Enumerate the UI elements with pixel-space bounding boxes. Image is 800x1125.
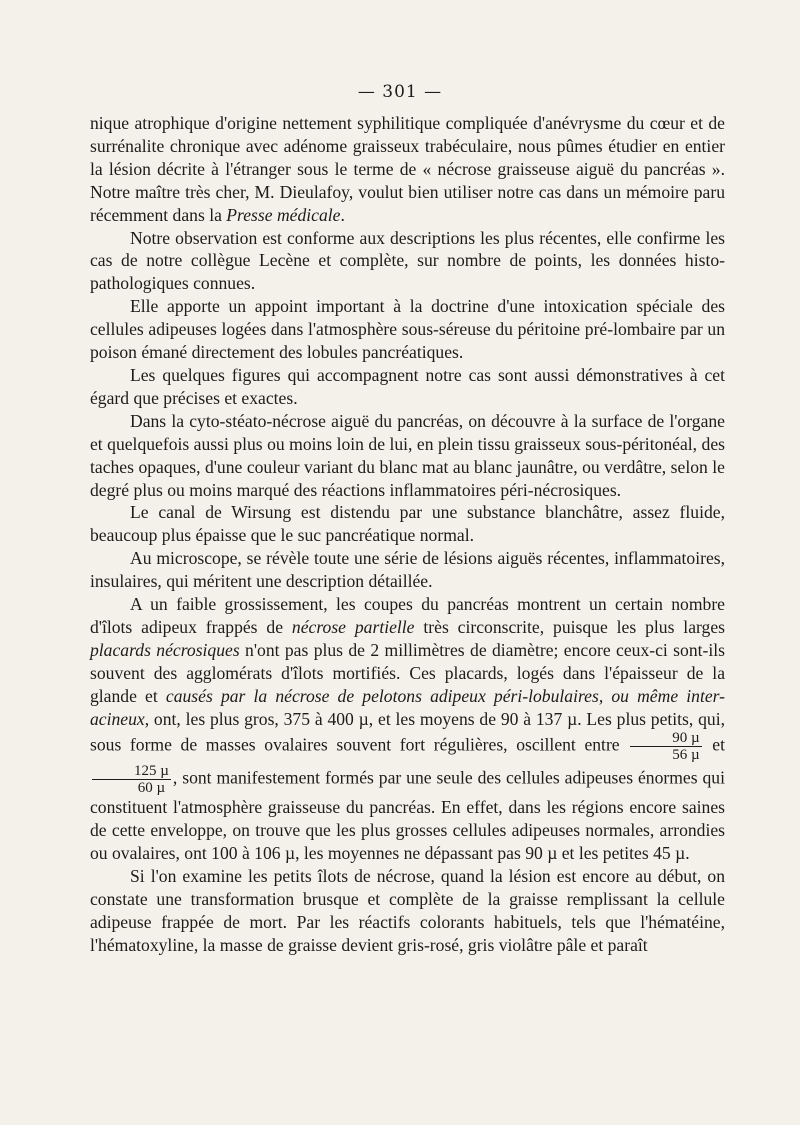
- paragraph: [90, 227, 725, 296]
- italic-text: nécrose partielle: [291, 616, 415, 637]
- fraction-numerator: 125 µ: [92, 763, 171, 780]
- text-run: Au microscope, se révèle toute une série de lésions aiguës récentes, inflammatoires, insulaires, qui méritent une description détaillée.: [90, 548, 725, 592]
- paragraph: [90, 112, 725, 227]
- fraction-denominator: 60 µ: [137, 780, 166, 797]
- paragraph: [90, 593, 725, 865]
- italic-text: causés par la nécrose de pelotons adipeux péri-lobulaires, ou même inter-acineux: [90, 685, 726, 729]
- body-text: [90, 112, 725, 957]
- text-run: et: [703, 735, 725, 756]
- text-run: A un faible grossissement, les coupes du pancréas montrent un certain nombre d'îlots adipeux frappés de: [90, 594, 725, 637]
- italic-text: placards nécrosiques: [90, 639, 240, 660]
- text-run: .: [340, 204, 345, 225]
- fraction-denominator: 56 µ: [672, 747, 700, 764]
- italic-text: Presse médicale: [226, 204, 341, 225]
- text-run: Les quelques figures qui accompagnent notre cas sont aussi démonstratives à cet égard que précises et exactes.: [90, 364, 725, 408]
- paragraph: [90, 865, 725, 957]
- paragraph: [90, 547, 725, 593]
- text-run: Notre observation est conforme aux descriptions les plus récentes, elle confirme les cas de notre collègue Lecène et complète, sur nombre de points, les données histo-pathologiques connues.: [90, 227, 725, 294]
- text-run: n'ont pas plus de 2 millimètres de diamètre; encore ceux-ci sont-ils souvent des agglomérats d'îlots mortifiés. Ces placards, logés dans l'épaisseur de la glande et: [90, 639, 725, 706]
- fraction: [630, 730, 701, 763]
- paragraph: [90, 295, 725, 364]
- text-run: , sont manifestement formés par une seule des cellules adipeuses énormes qui constituent l'atmosphère graisseuse du pancréas. En effet, dans les régions encore saines de cette enveloppe, on trouve que les plus grosses cellules adipeuses normales, arrondies ou ovalaires, ont 100 à 106 µ, les moyennes ne dépassant pas 90 µ et les petites 45 µ.: [90, 768, 725, 864]
- text-run: très circonscrite, puisque les plus larges: [414, 616, 726, 637]
- text-run: nique atrophique d'origine nettement syphilitique compliquée d'anévrysme du cœur et de surrénalite chronique avec adénome graisseux trabéculaire, nous pûmes étudier en entier la lésion décrite à l'étranger sous le terme de « nécrose graisseuse aiguë du pancréas ». Notre maître très cher, M. Dieulafoy, voulut bien utiliser notre cas dans un mémoire paru récemment dans la: [90, 113, 725, 225]
- text-run: Le canal de Wirsung est distendu par une substance blanchâtre, assez fluide, beaucoup plus épaisse que le suc pancréatique normal.: [90, 502, 725, 546]
- fraction-numerator: 90 µ: [630, 730, 701, 747]
- text-run: Elle apporte un appoint important à la doctrine d'une intoxication spéciale des cellules adipeuses logées dans l'atmosphère sous-séreuse du péritoine pré-lombaire par un poison émané directement des lobules pancréatiques.: [90, 296, 725, 363]
- text-run: Dans la cyto-stéato-nécrose aiguë du pancréas, on découvre à la surface de l'organe et quelquefois aussi plus ou moins loin de lui, en plein tissu graisseux sous-péritonéal, des taches opaques, d'une couleur variant du blanc mat au blanc jaunâtre, ou verdâtre, selon le degré plus ou moins marqué des réactions inflammatoires péri-nécrosiques.: [90, 410, 725, 500]
- fraction: [92, 763, 171, 796]
- paragraph: [90, 364, 725, 410]
- text-run: Si l'on examine les petits îlots de nécrose, quand la lésion est encore au début, on constate une transformation brusque et complète de la graisse remplissant la cellule adipeuse frappée de mort. Par les réactifs colorants habituels, tels que l'hématéine, l'hématoxyline, la masse de graisse devient gris-rosé, gris violâtre pâle et paraît: [90, 866, 725, 955]
- page-number: — 301 —: [357, 82, 443, 102]
- text-run: , ont, les plus gros, 375 à 400 µ, et les moyens de 90 à 137 µ. Les plus petits, qui, sous forme de masses ovalaires souvent fort régulières, oscillent entre: [90, 708, 725, 756]
- paragraph: [90, 410, 725, 502]
- paragraph: [90, 501, 725, 547]
